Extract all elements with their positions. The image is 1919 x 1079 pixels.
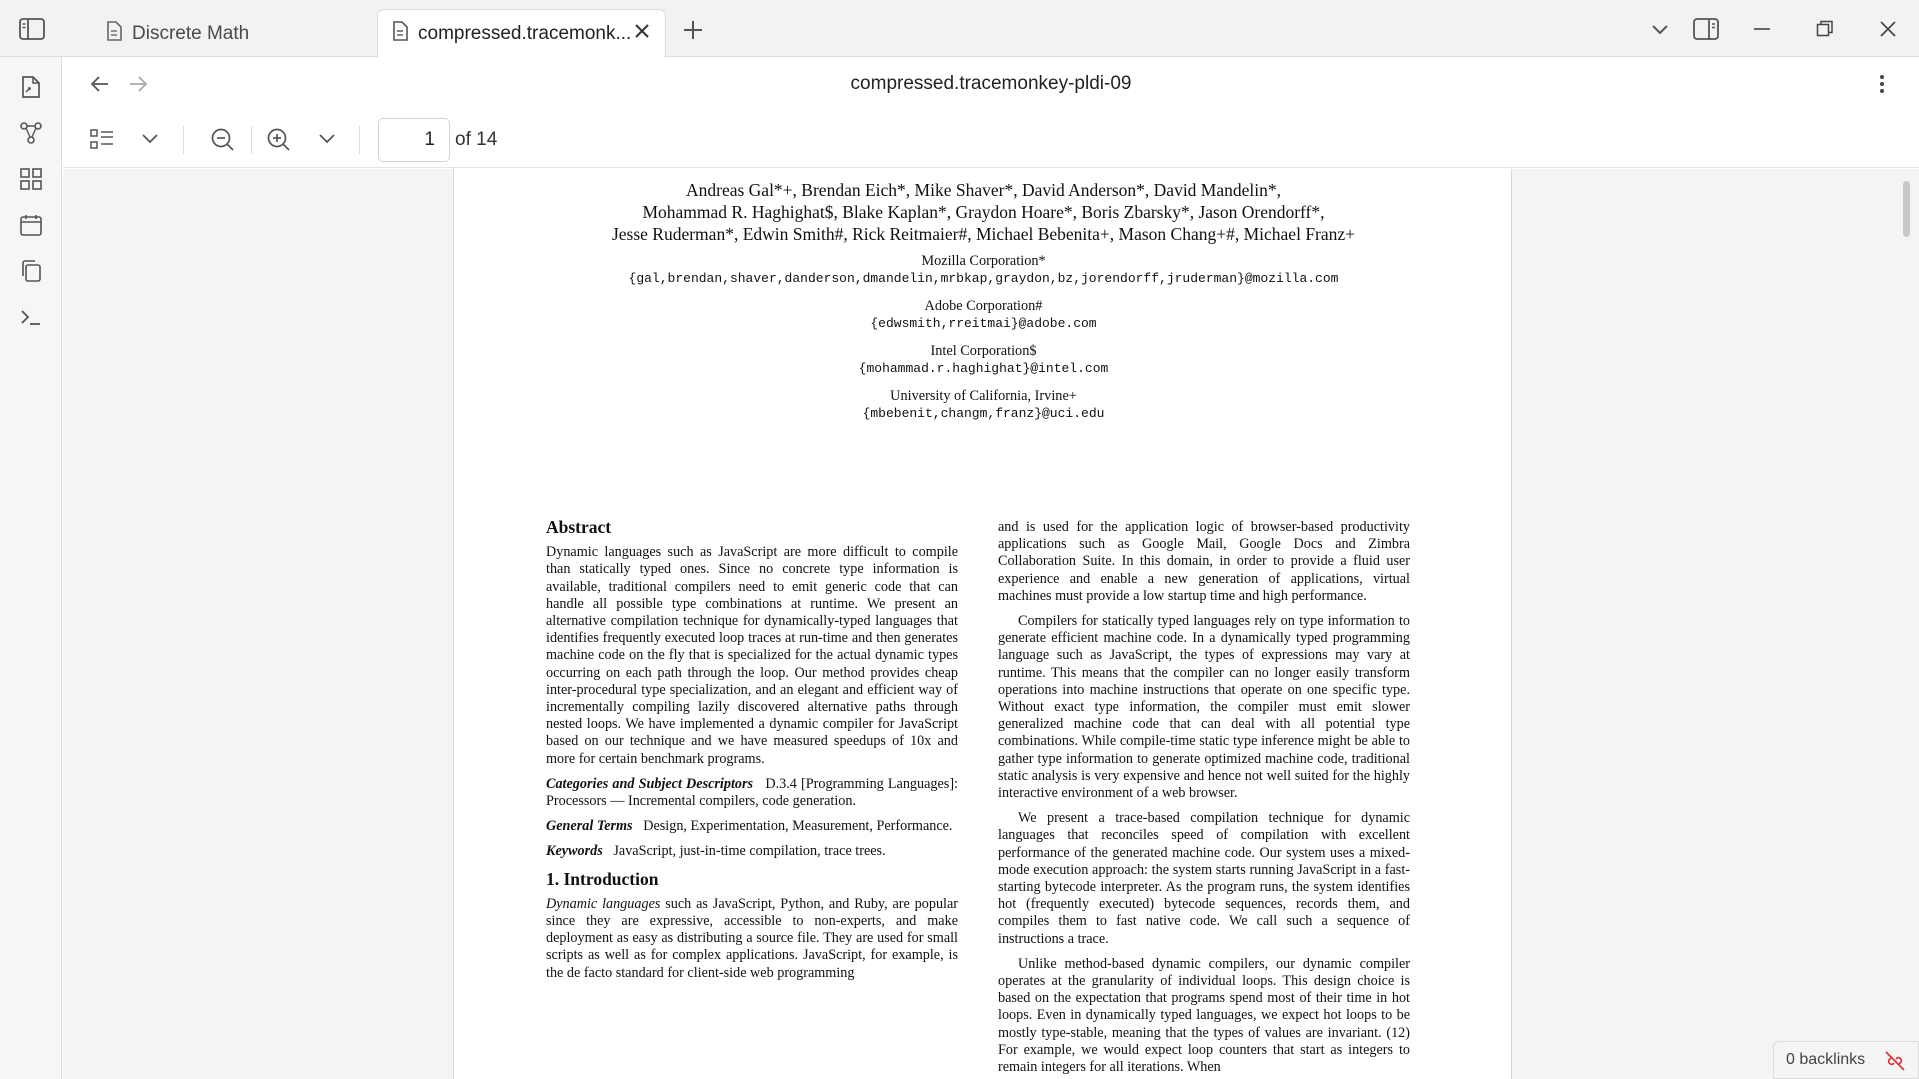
left-ribbon (0, 57, 62, 1079)
affiliation (454, 343, 1513, 377)
keywords-label: Keywords (546, 843, 603, 860)
tab-bar (0, 0, 1919, 57)
categories-text: D.3.4 [Programming Languages]: Processors — Incremental compilers, code generation. (546, 775, 958, 810)
more-options-icon[interactable] (1867, 69, 1897, 99)
affiliation-email: {edwsmith,rreitmai}@adobe.com (870, 316, 1097, 331)
page-number-input[interactable]: 1 (378, 118, 450, 162)
calendar-icon[interactable] (16, 210, 46, 240)
zoom-chevron-down-icon[interactable] (312, 124, 342, 154)
affiliation-name: Intel Corporation$ (930, 343, 1037, 359)
zoom-in-icon[interactable] (263, 124, 293, 154)
general-terms-label: General Terms (546, 818, 633, 835)
tab-label: compressed.tracemonk... (418, 23, 632, 44)
toolbar-divider (251, 126, 252, 154)
right-paragraph: Unlike method-based dynamic compilers, our dynamic compiler operates at the granularity of individual loops. This design choice is based on the expectation that programs spend most of their time in hot loops. Even in dynamically typed languages, we expect hot loops to be mostly type-stable, meaning that the types of values are invariant. (12) For example, we would expect loop counters that start as integers to remain integers for all iterations. When (998, 955, 1410, 1076)
scrollbar-thumb[interactable] (1903, 181, 1910, 237)
pdf-toolbar (63, 110, 1919, 168)
document-icon (106, 21, 122, 47)
paper-authors (454, 179, 1513, 245)
graph-view-icon[interactable] (16, 118, 46, 148)
page-count: of 14 (455, 129, 498, 150)
zoom-out-icon[interactable] (207, 124, 237, 154)
pdf-page (453, 169, 1512, 1079)
author-line: Andreas Gal*+, Brendan Eich*, Mike Shaver*, David Anderson*, David Mandelin*, (685, 180, 1282, 200)
intro-text (546, 896, 958, 982)
tab-list-chevron-down-icon[interactable] (1645, 15, 1675, 45)
backlinks-count: 0 backlinks (1786, 1051, 1866, 1068)
templates-copy-icon[interactable] (16, 256, 46, 286)
backlinks-status[interactable] (1773, 1041, 1919, 1079)
restore-icon[interactable] (1810, 14, 1840, 44)
toolbar-divider (359, 126, 360, 154)
right-paragraph: and is used for the application logic of browser-based productivity applications such as Google Mail, Google Docs and Zimbra Collaboration Suite. In this domain, in order to provide a fluid user experience and enable a new generation of applications, virtual machines must provide a low startup time and high performance. (998, 519, 1410, 604)
categories-label: Categories and Subject Descriptors (546, 775, 754, 792)
affiliation-email: {gal,brendan,shaver,danderson,dmandelin,mrbkap,graydon,bz,jorendorff,jruderman}@mozilla.com (628, 271, 1339, 286)
abstract-heading: Abstract (546, 517, 612, 537)
affiliation (454, 253, 1513, 287)
sidebar-toggle-icon[interactable] (17, 14, 47, 44)
author-line: Jesse Ruderman*, Edwin Smith#, Rick Reitmaier#, Michael Bebenita+, Mason Chang+#, Michael Franz+ (611, 224, 1356, 244)
outline-list-icon[interactable] (87, 124, 117, 154)
right-paragraph: We present a trace-based compilation technique for dynamic languages that reconciles speed of compilation with excellent performance of the generated machine code. Our system uses a mixed-mode execution approach: the system starts running JavaScript in a fast-starting bytecode interpreter. As the program runs, the system identifies hot (frequently executed) bytecode sequences, records them, and compiles them to fast native code. We call such a sequence of instructions a trace. (998, 810, 1410, 947)
keywords-text: JavaScript, just-in-time compilation, trace trees. (613, 843, 886, 860)
keywords-line (546, 843, 958, 860)
right-column (998, 519, 1410, 1079)
toolbar-divider (183, 126, 184, 154)
new-tab-plus-icon[interactable] (678, 15, 708, 45)
tab-tracemonkey-pdf[interactable] (377, 9, 666, 58)
window-close-icon[interactable] (1873, 14, 1903, 44)
intro-lead: Dynamic languages (546, 895, 661, 912)
author-line: Mohammad R. Haghighat$, Blake Kaplan*, Graydon Hoare*, Boris Zbarsky*, Jason Orendorff*, (642, 202, 1325, 222)
left-column (546, 519, 958, 990)
tab-discrete-math[interactable] (92, 9, 374, 58)
minimize-icon[interactable] (1747, 14, 1777, 44)
affiliation (454, 388, 1513, 422)
affiliation-email: {mbebenit,changm,franz}@uci.edu (862, 406, 1105, 421)
close-icon[interactable] (633, 22, 651, 46)
general-terms-text: Design, Experimentation, Measurement, Performance. (643, 818, 953, 835)
affiliation (454, 298, 1513, 332)
right-sidebar-toggle-icon[interactable] (1690, 14, 1722, 44)
unlinked-icon[interactable] (1884, 1051, 1906, 1076)
affiliation-name: Adobe Corporation# (924, 298, 1043, 314)
intro-heading: 1. Introduction (546, 868, 659, 889)
general-terms-line (546, 818, 958, 835)
view-header (63, 58, 1919, 110)
open-quick-switcher-icon[interactable] (16, 72, 46, 102)
affiliation-email: {mohammad.r.haghighat}@intel.com (858, 361, 1109, 376)
categories-line (546, 776, 958, 810)
tab-label: Discrete Math (132, 22, 250, 44)
document-icon (392, 21, 408, 47)
canvas-icon[interactable] (16, 164, 46, 194)
view-title: compressed.tracemonkey-pldi-09 (850, 73, 1132, 94)
pdf-viewer (63, 169, 1919, 1079)
affiliation-name: Mozilla Corporation* (921, 253, 1046, 269)
outline-chevron-down-icon[interactable] (135, 124, 165, 154)
affiliation-name: University of California, Irvine+ (890, 388, 1077, 404)
right-paragraph: Compilers for statically typed languages rely on type information to generate efficient machine code. In a dynamically typed programming language such as JavaScript, the types of expressions may vary at runtime. This means that the compiler can no longer easily transform operations into machine instructions that operate on one specific type. Without exact type information, the compiler must emit slower generalized machine code that can deal with all potential type combinations. While compile-time static type inference might be able to gather type information to generate optimized machine code, traditional static analysis is very expensive and hence not well suited for the highly interactive environment of a web browser. (998, 613, 1410, 802)
abstract-text: Dynamic languages such as JavaScript are more difficult to compile than statically typed ones. Since no concrete type information is available, traditional compilers need to emit generic code that can handle all possible type combinations at runtime. We present an alternative compilation technique for dynamically-typed languages that identifies frequently executed loop traces at run-time and then generates machine code on the fly that is specialized for the actual dynamic types occurring on each path through the loop. Our method provides cheap inter-procedural type specialization, and an elegant and efficient way of incrementally compiling lazily discovered alternative paths through nested loops. We have implemented a dynamic compiler for JavaScript based on our technique and we have measured speedups of 10x and more for certain benchmark programs. (546, 544, 958, 767)
terminal-icon[interactable] (16, 302, 46, 332)
intro-body: such as JavaScript, Python, and Ruby, are popular since they are expressive, accessible to non-experts, and make deployment as easy as distributing a source file. They are used for small scripts as well as for complex applications. JavaScript, for example, is the de facto standard for client-side web programming (546, 895, 959, 981)
